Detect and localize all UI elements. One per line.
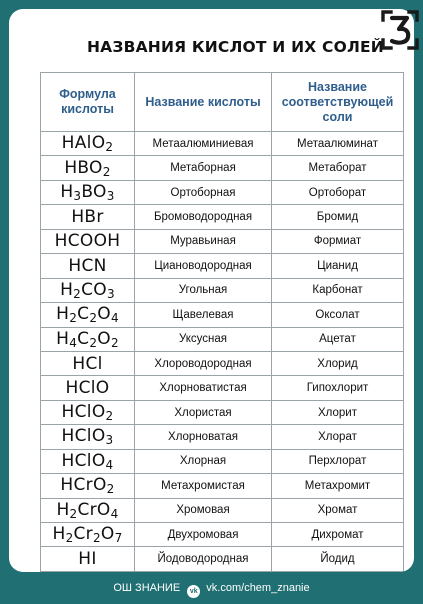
formula-cell: HCl bbox=[41, 351, 135, 375]
acid-name-cell: Угольная bbox=[135, 278, 272, 302]
table-row bbox=[41, 425, 404, 449]
formula-cell: $H_3BO_3$ bbox=[41, 180, 135, 204]
formula-cell: $H_2Cr_2O_7$ bbox=[41, 523, 135, 547]
acid-name-cell: Йодоводородная bbox=[135, 547, 272, 571]
formula-cell: $H_2CO_3$ bbox=[41, 278, 135, 302]
acid-name-cell: Хлорная bbox=[135, 449, 272, 473]
formula-cell: HAlO$_2$ bbox=[41, 132, 135, 156]
table-row bbox=[41, 449, 404, 473]
formula-cell: HBr bbox=[41, 205, 135, 229]
table-row bbox=[41, 376, 404, 400]
poster-card bbox=[9, 9, 414, 572]
formula-cell: $HBO_2$ bbox=[41, 156, 135, 180]
table-row bbox=[41, 523, 404, 547]
acid-name-cell: Бромоводородная bbox=[135, 205, 272, 229]
formula-cell: HCOOH bbox=[41, 229, 135, 253]
formula-cell: HCrO$_2$ bbox=[41, 474, 135, 498]
salt-name-cell: Хлорид bbox=[272, 351, 404, 375]
footer bbox=[0, 582, 423, 598]
acid-name-cell: Циановодородная bbox=[135, 254, 272, 278]
salt-name-cell: Хромат bbox=[272, 498, 404, 522]
acid-name-cell: Метаалюминиевая bbox=[135, 132, 272, 156]
bracket-three-logo-icon bbox=[380, 9, 420, 51]
formula-cell: $H_4C_2O_2$ bbox=[41, 327, 135, 351]
vk-logo-icon: vk bbox=[187, 585, 200, 598]
column-header-salt-name: Название соответствующей соли bbox=[272, 73, 404, 132]
formula-cell: HI bbox=[41, 547, 135, 571]
salt-name-cell: Дихромат bbox=[272, 523, 404, 547]
acid-name-cell: Ортоборная bbox=[135, 180, 272, 204]
table-header-row bbox=[41, 73, 404, 132]
table-row bbox=[41, 327, 404, 351]
column-header-acid-name: Название кислоты bbox=[135, 73, 272, 132]
acid-name-cell: Муравьиная bbox=[135, 229, 272, 253]
table-row bbox=[41, 400, 404, 424]
acid-name-cell: Хлорноватая bbox=[135, 425, 272, 449]
acid-name-cell: Двухромовая bbox=[135, 523, 272, 547]
table-row bbox=[41, 351, 404, 375]
formula-cell: HCN bbox=[41, 254, 135, 278]
formula-cell: HClO bbox=[41, 376, 135, 400]
acid-name-cell: Метаборная bbox=[135, 156, 272, 180]
salt-name-cell: Хлорат bbox=[272, 425, 404, 449]
footer-link[interactable]: vk.com/chem_znanie bbox=[206, 582, 310, 594]
formula-cell: HClO$_3$ bbox=[41, 425, 135, 449]
salt-name-cell: Ацетат bbox=[272, 327, 404, 351]
acid-name-cell: Метахромистая bbox=[135, 474, 272, 498]
formula-cell: $H_2CrO_4$ bbox=[41, 498, 135, 522]
table-row bbox=[41, 474, 404, 498]
acid-name-cell: Хромовая bbox=[135, 498, 272, 522]
table-row bbox=[41, 205, 404, 229]
salt-name-cell: Метахромит bbox=[272, 474, 404, 498]
salt-name-cell: Хлорит bbox=[272, 400, 404, 424]
salt-name-cell: Метаалюминат bbox=[272, 132, 404, 156]
table-body bbox=[41, 132, 404, 572]
table-row bbox=[41, 254, 404, 278]
salt-name-cell: Ортоборат bbox=[272, 180, 404, 204]
table-row bbox=[41, 156, 404, 180]
salt-name-cell: Карбонат bbox=[272, 278, 404, 302]
formula-cell: $H_2C_2O_4$ bbox=[41, 303, 135, 327]
salt-name-cell: Йодид bbox=[272, 547, 404, 571]
salt-name-cell: Метаборат bbox=[272, 156, 404, 180]
formula-cell: HClO$_4$ bbox=[41, 449, 135, 473]
table-row bbox=[41, 278, 404, 302]
table-row bbox=[41, 229, 404, 253]
formula-cell: HClO$_2$ bbox=[41, 400, 135, 424]
acid-name-cell: Хлорноватистая bbox=[135, 376, 272, 400]
table-row bbox=[41, 180, 404, 204]
acid-name-cell: Уксусная bbox=[135, 327, 272, 351]
salt-name-cell: Цианид bbox=[272, 254, 404, 278]
footer-brand: ОШ ЗНАНИЕ bbox=[113, 582, 181, 594]
acid-name-cell: Щавелевая bbox=[135, 303, 272, 327]
acids-salts-table bbox=[40, 72, 404, 572]
salt-name-cell: Бромид bbox=[272, 205, 404, 229]
salt-name-cell: Оксолат bbox=[272, 303, 404, 327]
table-row bbox=[41, 303, 404, 327]
salt-name-cell: Гипохлорит bbox=[272, 376, 404, 400]
salt-name-cell: Перхлорат bbox=[272, 449, 404, 473]
salt-name-cell: Формиат bbox=[272, 229, 404, 253]
column-header-formula: Формула кислоты bbox=[41, 73, 135, 132]
table-row bbox=[41, 547, 404, 571]
page-title: НАЗВАНИЯ КИСЛОТ И ИХ СОЛЕЙ bbox=[87, 38, 384, 56]
acid-name-cell: Хлороводородная bbox=[135, 351, 272, 375]
table-row bbox=[41, 498, 404, 522]
table-row bbox=[41, 132, 404, 156]
acid-name-cell: Хлористая bbox=[135, 400, 272, 424]
